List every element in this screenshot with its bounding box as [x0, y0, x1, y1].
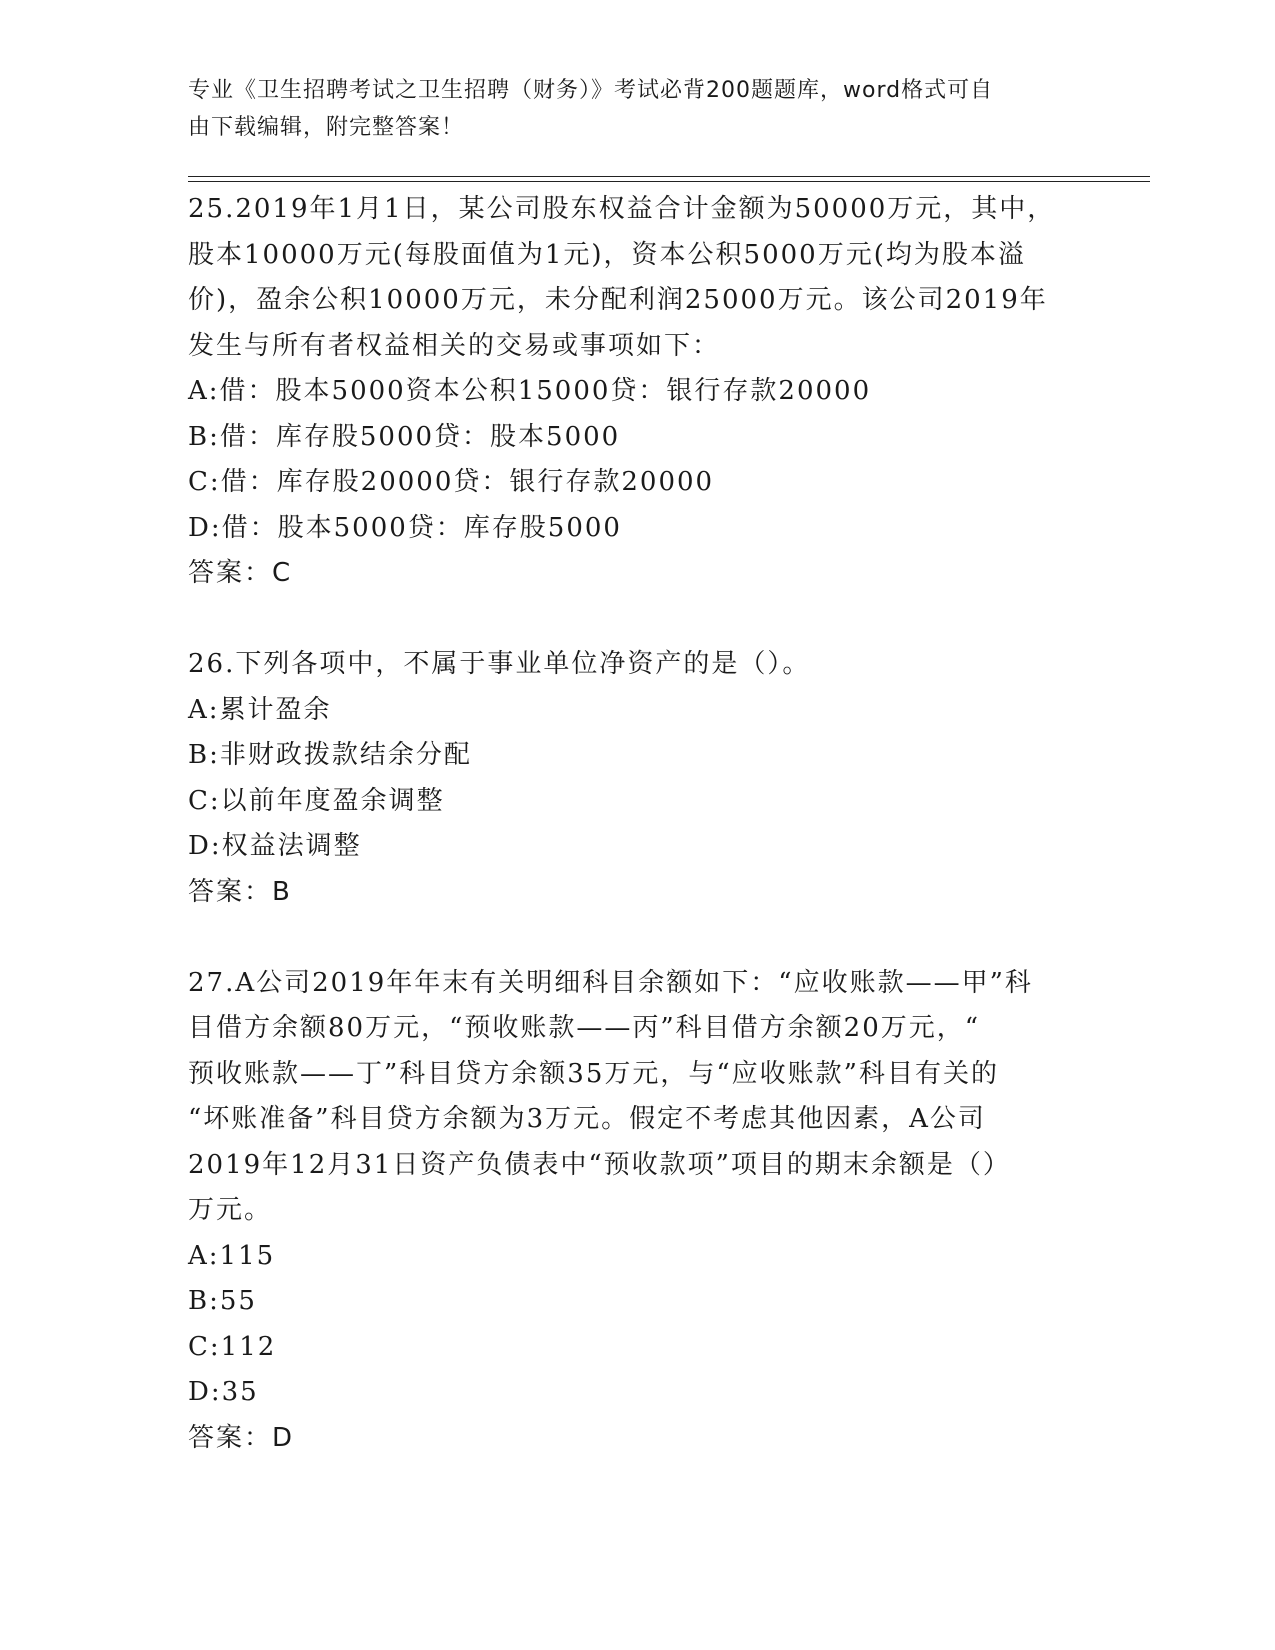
spacer	[188, 915, 1088, 961]
option-b: B:借：库存股5000贷：股本5000	[188, 421, 621, 452]
question-stem-line: “坏账准备”科目贷方余额为3万元。假定不考虑其他因素，A公司	[188, 1104, 986, 1134]
option-c: C:以前年度盈余调整	[188, 785, 445, 816]
question-27	[188, 961, 1088, 1462]
question-26	[188, 642, 1088, 915]
question-list	[188, 187, 1088, 1461]
option-a: A:借：股本5000资本公积15000贷：银行存款20000	[188, 376, 872, 406]
option-d: D:权益法调整	[188, 831, 362, 861]
header-line: 由下载编辑，附完整答案！	[188, 115, 465, 140]
question-stem-line: 发生与所有者权益相关的交易或事项如下：	[188, 330, 721, 361]
header-divider-bottom	[188, 181, 1150, 182]
option-a: A:累计盈余	[188, 694, 332, 725]
question-stem-line: 预收账款——丁”科目贷方余额35万元，与“应收账款”科目有关的	[188, 1058, 999, 1089]
option-b: B:非财政拨款结余分配	[188, 740, 472, 770]
question-stem-line: 股本10000万元(每股面值为1元)，资本公积5000万元(均为股本溢	[188, 239, 1026, 270]
option-c: C:112	[188, 1331, 277, 1362]
option-b: B:55	[188, 1286, 257, 1316]
answer-label: 答案：B	[188, 876, 292, 907]
question-25	[188, 187, 1088, 597]
question-stem-line: 万元。	[188, 1195, 273, 1225]
question-stem-line: 目借方余额80万元，“预收账款——丙”科目借方余额20万元，“	[188, 1013, 981, 1043]
header-divider-top	[188, 176, 1150, 177]
question-stem-line: 25.2019年1月1日，某公司股东权益合计金额为50000万元，其中，	[188, 194, 1056, 224]
option-a: A:115	[188, 1240, 276, 1271]
spacer	[188, 597, 1088, 643]
option-c: C:借：库存股20000贷：银行存款20000	[188, 467, 715, 497]
option-d: D:借：股本5000贷：库存股5000	[188, 512, 622, 543]
answer-label: 答案：D	[188, 1422, 295, 1453]
option-d: D:35	[188, 1377, 259, 1407]
answer-label: 答案：C	[188, 558, 293, 588]
question-stem-line: 2019年12月31日资产负债表中“预收款项”项目的期末余额是（）	[188, 1149, 1011, 1180]
question-stem-line: 27.A公司2019年年末有关明细科目余额如下：“应收账款——甲”科	[188, 967, 1033, 998]
header-line: 专业《卫生招聘考试之卫生招聘（财务）》考试必背200题题库，word格式可自	[188, 78, 994, 103]
question-stem-line: 价)，盈余公积10000万元，未分配利润25000万元。该公司2019年	[188, 285, 1048, 315]
document-header	[188, 72, 1068, 146]
question-stem-line: 26.下列各项中，不属于事业单位净资产的是（）。	[188, 649, 811, 679]
